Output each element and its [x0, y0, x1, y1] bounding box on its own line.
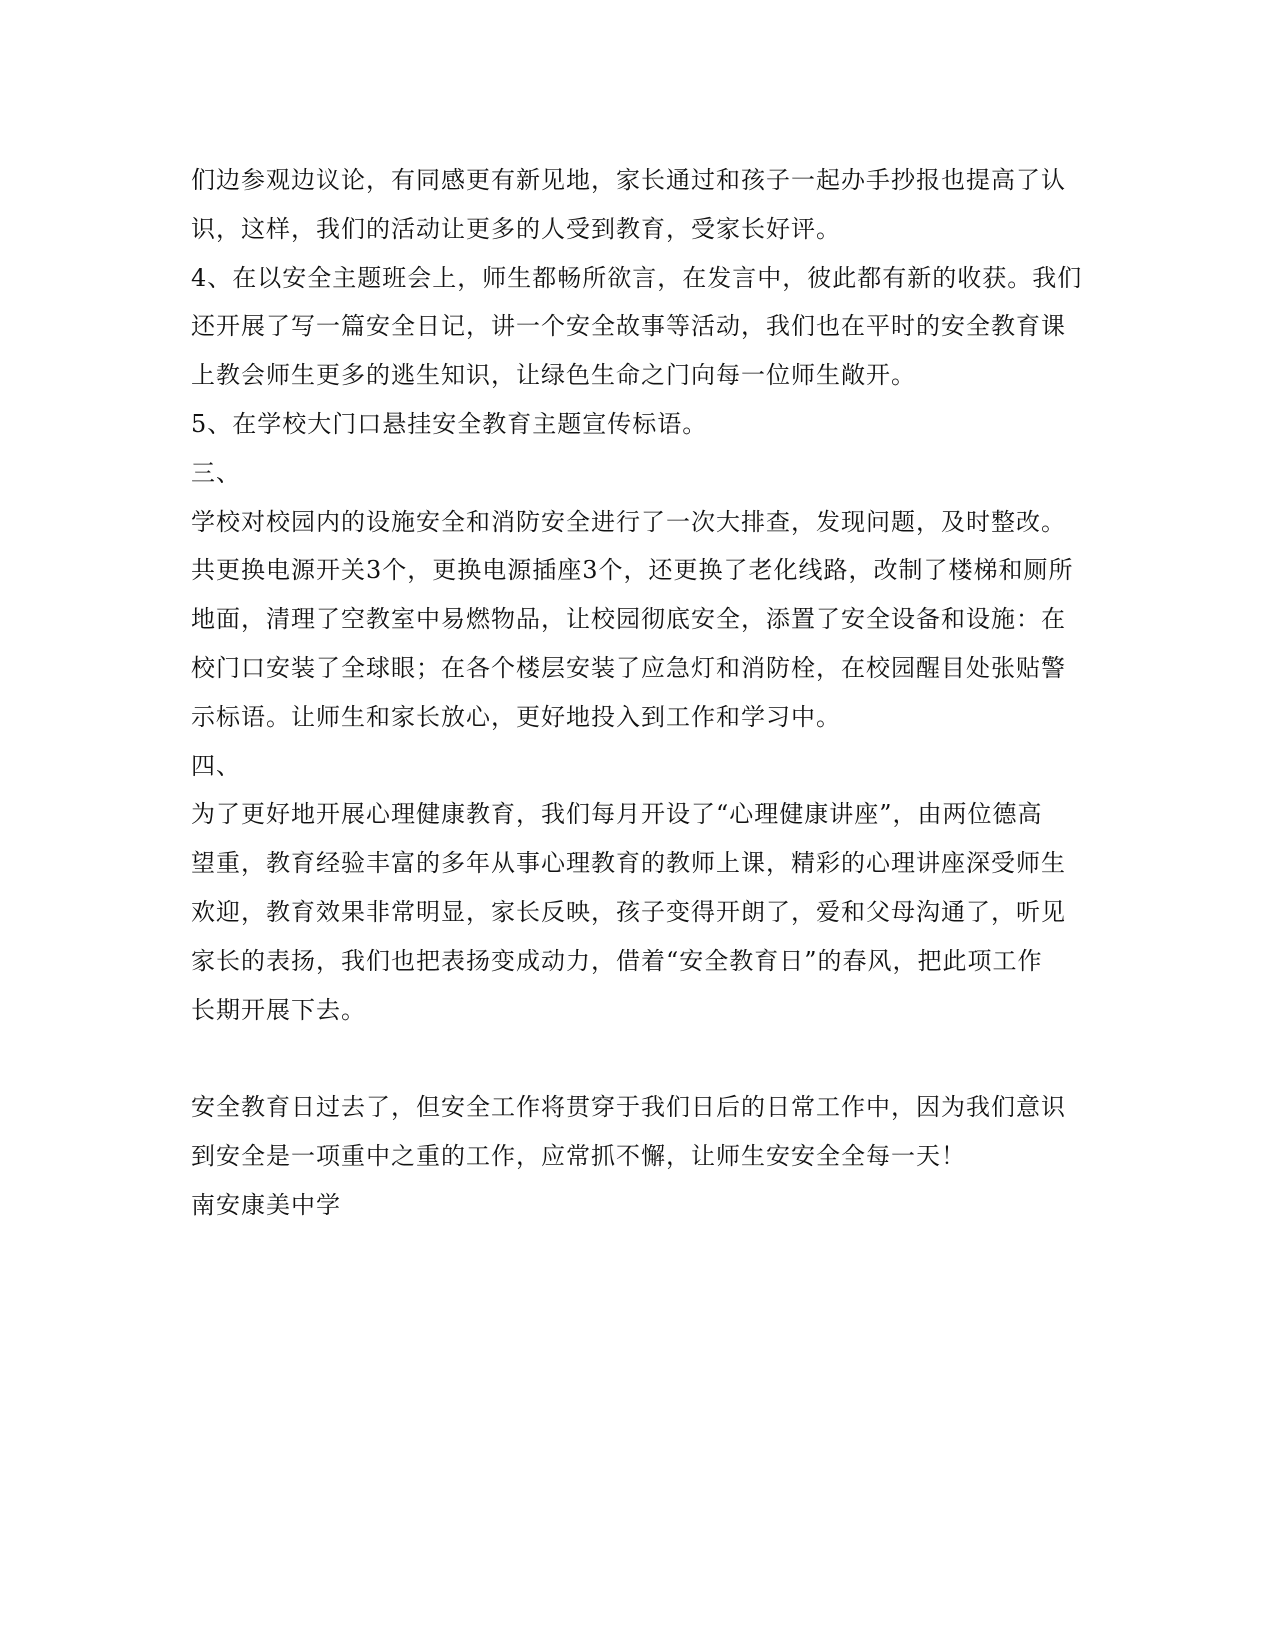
document-body	[191, 156, 1081, 1230]
text-line: 4、在以安全主题班会上，师生都畅所欲言，在发言中，彼此都有新的收获。我们	[191, 263, 1083, 292]
text-line: 望重，教育经验丰富的多年从事心理教育的教师上课，精彩的心理讲座深受师生	[191, 849, 1066, 878]
text-line: 示标语。让师生和家长放心，更好地投入到工作和学习中。	[191, 702, 841, 731]
text-line: 学校对校园内的设施安全和消防安全进行了一次大排查，发现问题，及时整改。	[191, 507, 1066, 536]
text-line: 到安全是一项重中之重的工作，应常抓不懈，让师生安安全全每一天！	[191, 1141, 966, 1170]
text-line: 共更换电源开关3个，更换电源插座3个，还更换了老化线路，改制了楼梯和厕所	[191, 556, 1074, 585]
text-line: 识，这样，我们的活动让更多的人受到教育，受家长好评。	[191, 214, 841, 243]
text-line: 上教会师生更多的逃生知识，让绿色生命之门向每一位师生敞开。	[191, 361, 916, 390]
signature-school-name: 南安康美中学	[191, 1190, 341, 1219]
text-line: 安全教育日过去了，但安全工作将贯穿于我们日后的日常工作中，因为我们意识	[191, 1093, 1066, 1122]
section-heading: 四、	[191, 751, 241, 780]
text-line: 地面，清理了空教室中易燃物品，让校园彻底安全，添置了安全设备和设施：在	[191, 605, 1066, 634]
text-line: 长期开展下去。	[191, 995, 366, 1024]
text-line: 还开展了写一篇安全日记，讲一个安全故事等活动，我们也在平时的安全教育课	[191, 312, 1066, 341]
text-line: 校门口安装了全球眼；在各个楼层安装了应急灯和消防栓，在校园醒目处张贴警	[191, 653, 1066, 682]
paragraph-gap	[191, 1034, 1081, 1083]
text-line: 们边参观边议论，有同感更有新见地，家长通过和孩子一起办手抄报也提高了认	[191, 166, 1066, 194]
text-line: 欢迎，教育效果非常明显，家长反映，孩子变得开朗了，爱和父母沟通了，听见	[191, 897, 1066, 926]
section-heading: 三、	[191, 458, 241, 487]
text-line: 家长的表扬，我们也把表扬变成动力，借着“安全教育日”的春风，把此项工作	[191, 946, 1043, 975]
text-line: 为了更好地开展心理健康教育，我们每月开设了“心理健康讲座”，由两位德高	[191, 800, 1043, 829]
text-line: 5、在学校大门口悬挂安全教育主题宣传标语。	[191, 409, 708, 438]
